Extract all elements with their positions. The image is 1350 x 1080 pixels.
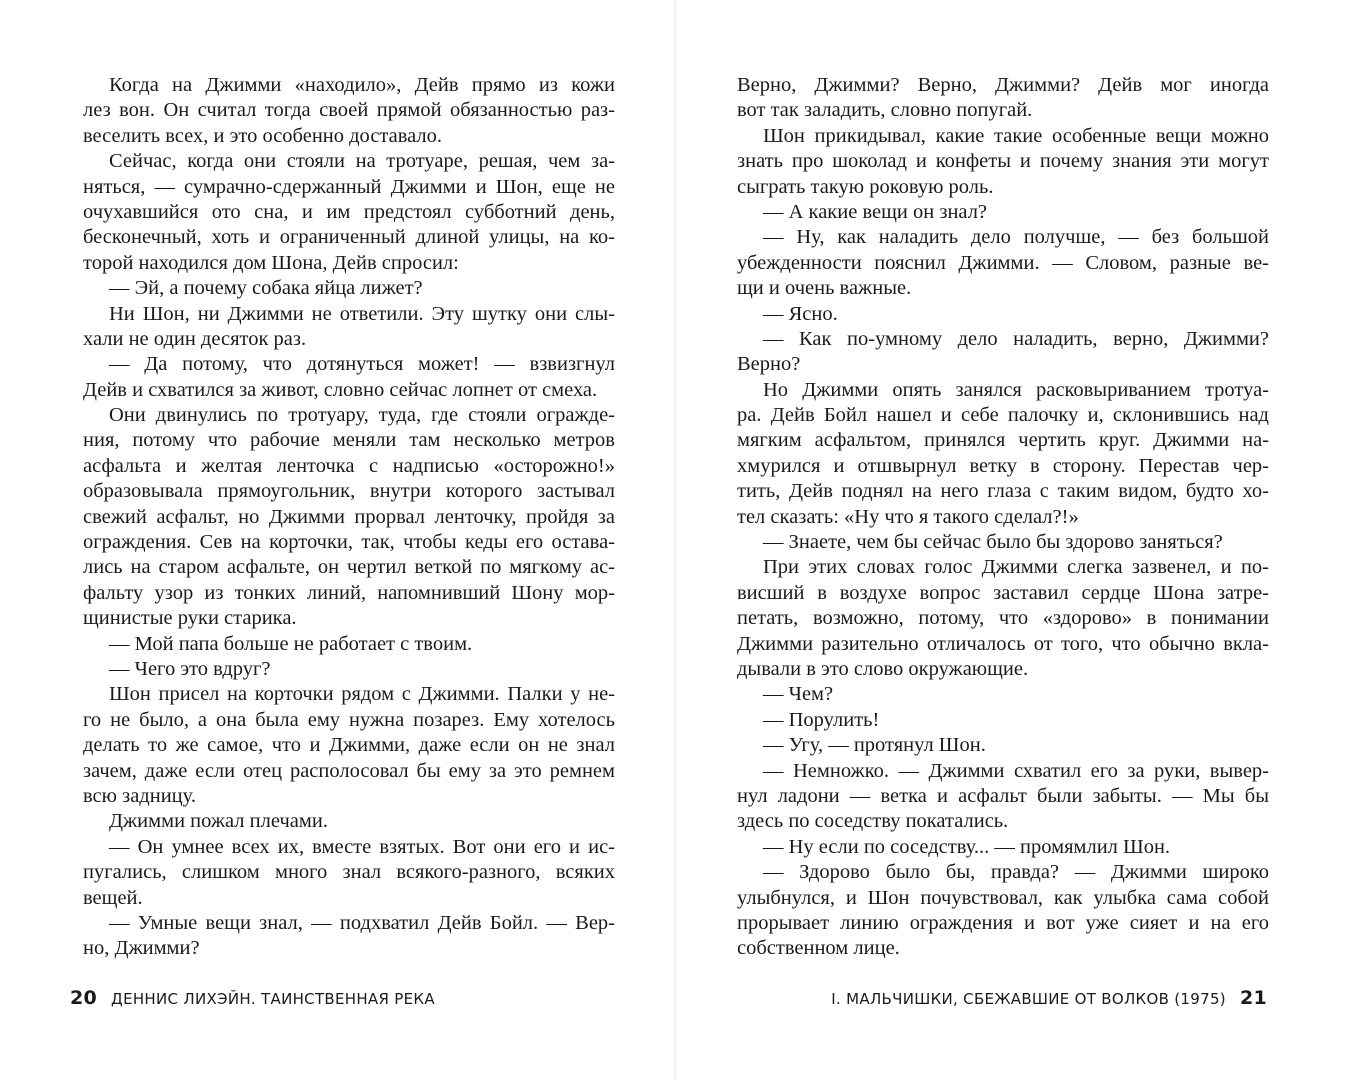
text-line: бесконечный, хоть и ограниченный длиной улицы, на ко- [83, 226, 615, 249]
text-line: собственном лице. [737, 937, 900, 960]
text-line: лез вон. Он считал тогда своей прямой обязанностью раз- [83, 99, 615, 122]
text-line: Шон присел на корточки рядом с Джимми. Палки у не- [109, 683, 615, 706]
text-line: — Порулить! [763, 708, 880, 731]
text-line: — Знаете, чем бы сейчас было бы здорово заняться? [763, 531, 1223, 554]
page-number: 21 [1239, 987, 1267, 1009]
text-line: — Эй, а почему собака яйца лижет? [109, 277, 423, 300]
text-line: — Мой папа больше не работает с твоим. [109, 632, 473, 655]
text-line: сыграть такую роковую роль. [737, 175, 994, 198]
page-number: 20 [70, 987, 98, 1009]
text-line: лись на старом асфальте, он чертил веткой по мягкому ас- [83, 556, 615, 579]
text-line: но, Джимми? [83, 937, 200, 960]
text-line: щинистые руки старика. [83, 607, 297, 630]
left-page-footer [70, 987, 435, 1009]
text-line: Сейчас, когда они стояли на тротуаре, решая, чем за- [109, 150, 615, 173]
text-line: — Немножко. — Джимми схватил его за руки, вывер- [763, 759, 1269, 782]
text-line: зачем, даже если отец располосовал бы ему за это ремнем [83, 759, 615, 782]
text-line: — Ну если по соседству... — промямлил Шон. [763, 835, 1171, 858]
text-line: веселить всех, и это особенно доставало. [83, 124, 443, 147]
text-line: знать про шоколад и конфеты и почему знания эти могут [737, 150, 1269, 173]
text-line: нул ладони — ветка и асфальт были забыты. — Мы бы [737, 784, 1269, 807]
text-line: дывали в это слово окружающие. [737, 657, 1029, 680]
left-page-text [83, 73, 615, 962]
text-line: — Ну, как наладить дело получше, — без большой [763, 226, 1269, 249]
text-line: вещей. [83, 886, 143, 909]
text-line: мягким асфальтом, принялся чертить круг. Джимми на- [737, 429, 1269, 452]
text-line: Джимми разительно отличалось от того, что обычно вкла- [737, 632, 1269, 655]
text-line: здесь по соседству покатались. [737, 810, 1009, 833]
text-line: фальту узор из тонких линий, напомнивший Шону мор- [83, 581, 615, 604]
text-line: улыбнулся, и Шон почувствовал, как улыбка сама собой [737, 886, 1269, 909]
running-title: ДЕННИС ЛИХЭЙН. ТАИНСТВЕННАЯ РЕКА [111, 990, 435, 1008]
text-line: Шон прикидывал, какие такие особенные вещи можно [763, 124, 1269, 147]
text-line: асфальта и желтая ленточка с надписью «осторожно!» [83, 454, 615, 477]
text-line: Верно? [737, 353, 801, 376]
text-line: щи и очень важные. [737, 277, 912, 300]
text-line: хали не один десяток раз. [83, 327, 307, 350]
text-line: Когда на Джимми «находило», Дейв прямо из кожи [109, 74, 615, 96]
book-gutter [672, 0, 678, 1080]
text-line: — Как по-умному дело наладить, верно, Джимми? [763, 327, 1269, 350]
text-line: — Ясно. [763, 302, 838, 325]
text-line: убежденности пояснил Джимми. — Словом, разные ве- [737, 251, 1269, 274]
text-line: — Угу, — протянул Шон. [763, 734, 986, 757]
text-line: висший в воздухе вопрос заставил сердце Шона затре- [737, 581, 1269, 604]
text-line: — Здорово было бы, правда? — Джимми широко [763, 861, 1269, 884]
text-line: — Он умнее всех их, вместе взятых. Вот они его и ис- [109, 835, 615, 858]
text-line: свежий асфальт, но Джимми прорвал ленточку, пройдя за [83, 505, 615, 528]
text-line: Джимми пожал плечами. [109, 810, 328, 833]
text-line: Они двинулись по тротуару, туда, где стояли огражде- [109, 404, 615, 427]
text-line: вот так заладить, словно попугай. [737, 99, 1033, 122]
text-line: пугались, слишком много знал всякого-разного, всяких [83, 861, 615, 884]
text-line: тел сказать: «Ну что я такого сделал?!» [737, 505, 1079, 528]
text-line: образовывала прямоугольник, внутри которого застывал [83, 480, 615, 503]
right-page-footer [831, 987, 1267, 1009]
text-line: Дейв и схватился за живот, словно сейчас лопнет от смеха. [83, 378, 598, 401]
text-line: При этих словах голос Джимми слегка зазвенел, и по- [763, 556, 1269, 579]
text-line: — Да потому, что дотянуться может! — взвизгнул [109, 353, 615, 376]
text-line: очухавшийся ото сна, и им предстоял субботний день, [83, 200, 615, 223]
text-line: го не было, а она была ему нужна позарез. Ему хотелось [83, 708, 615, 731]
text-line: Но Джимми опять занялся расковыриванием тротуа- [763, 378, 1269, 401]
text-line: петать, возможно, потому, что «здорово» в понимании [737, 607, 1269, 630]
text-line: ра. Дейв Бойл нашел и себе палочку и, склонившись над [737, 404, 1269, 427]
text-line: няться, — сумрачно-сдержанный Джимми и Шон, еще не [83, 175, 615, 198]
text-line: — А какие вещи он знал? [763, 200, 988, 223]
text-line: всю задницу. [83, 784, 196, 807]
text-line: делать то же самое, что и Джимми, даже если он не знал [83, 734, 615, 757]
running-title: I. МАЛЬЧИШКИ, СБЕЖАВШИЕ ОТ ВОЛКОВ (1975) [831, 990, 1226, 1008]
text-line: прорывает линию ограждения и вот уже сияет и на его [737, 911, 1269, 934]
text-line: тить, Дейв поднял на него глаза с таким видом, будто хо- [737, 480, 1269, 503]
text-line: — Чем? [763, 683, 834, 706]
text-line: ограждения. Сев на корточки, так, чтобы кеды его остава- [83, 531, 615, 554]
text-line: Верно, Джимми? Верно, Джимми? Дейв мог иногда [737, 74, 1269, 96]
text-line: — Чего это вдруг? [109, 657, 271, 680]
text-line: ния, потому что рабочие меняли там несколько метров [83, 429, 615, 452]
text-line: — Умные вещи знал, — подхватил Дейв Бойл. — Вер- [109, 911, 615, 934]
text-line: торой находился дом Шона, Дейв спросил: [83, 251, 459, 274]
text-line: хмурился и отшвырнул ветку в сторону. Перестав чер- [737, 454, 1269, 477]
right-page-text [737, 73, 1269, 962]
text-line: Ни Шон, ни Джимми не ответили. Эту шутку они слы- [109, 302, 615, 325]
